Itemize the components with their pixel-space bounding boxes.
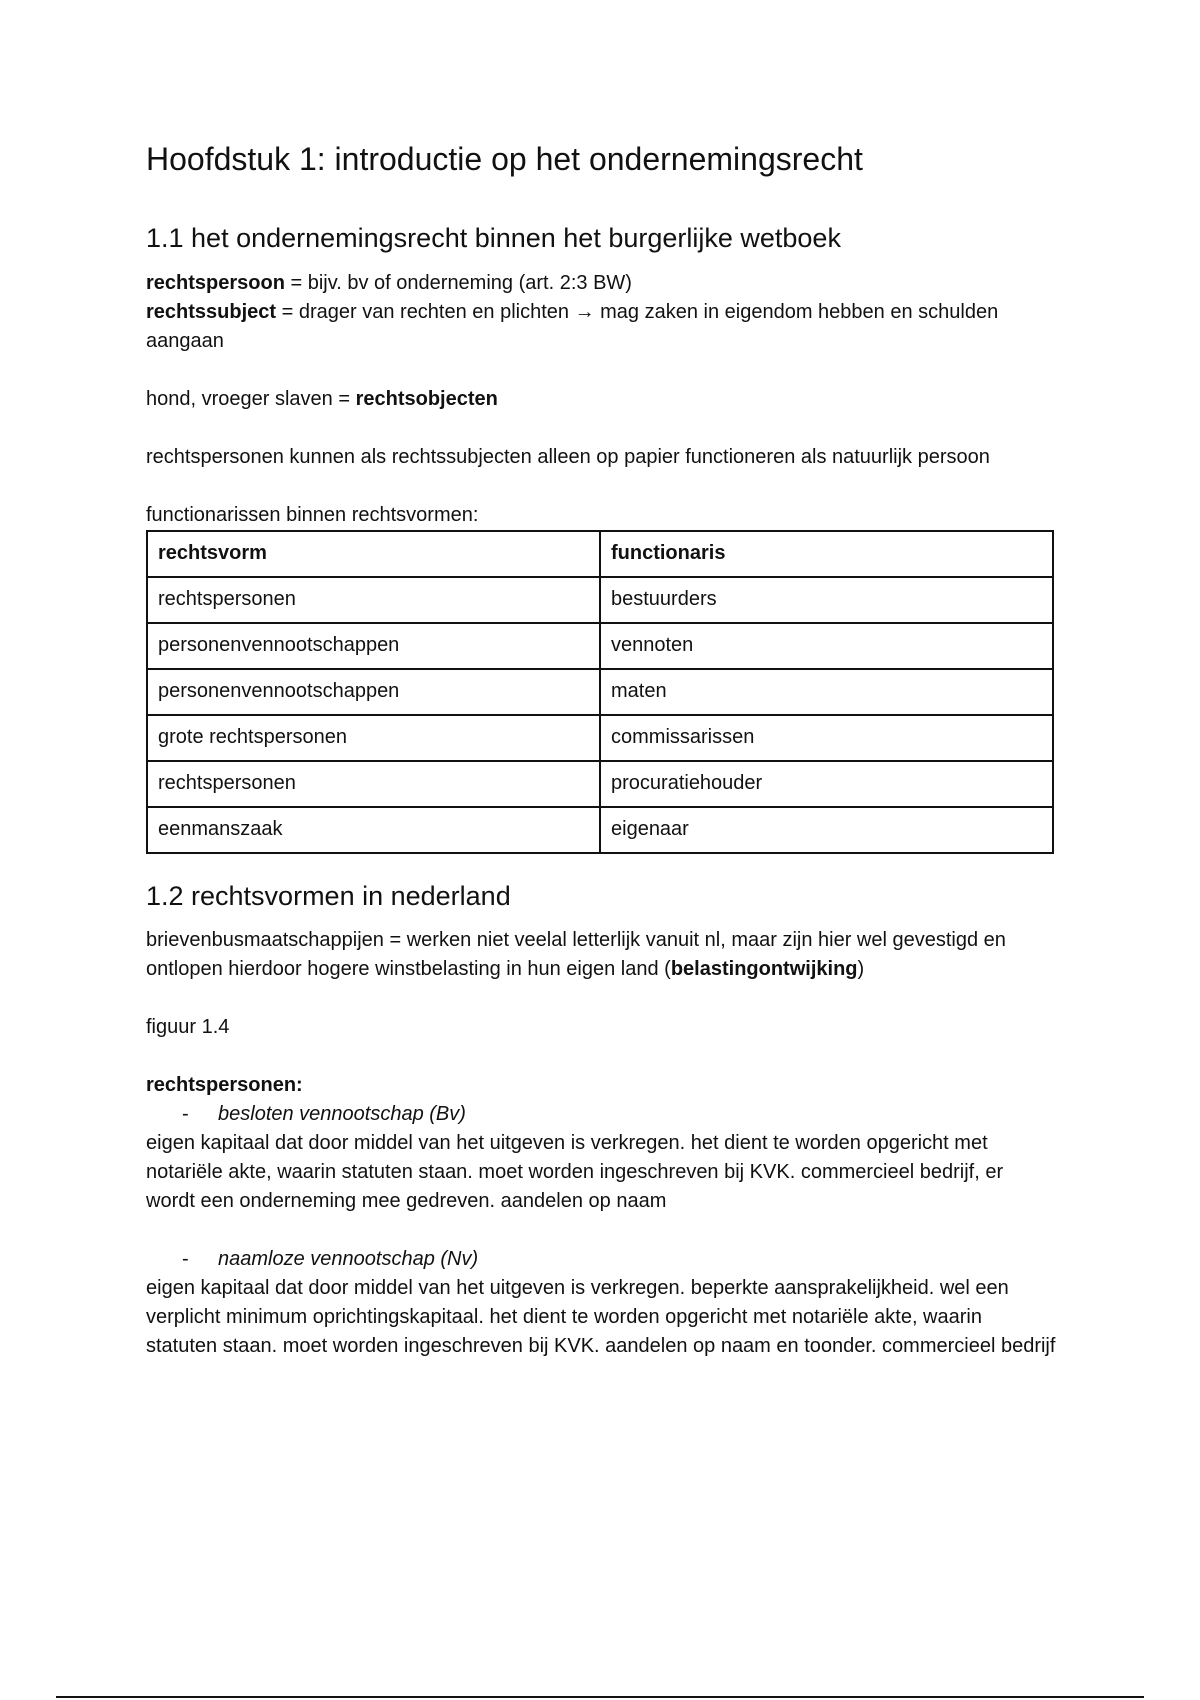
definition-rechtssubject bbox=[146, 298, 1056, 356]
functionaries-table bbox=[146, 530, 1054, 854]
table-cell: personenvennootschappen bbox=[147, 669, 600, 715]
table-cell: bestuurders bbox=[600, 577, 1053, 623]
dash-bullet: - bbox=[182, 1103, 189, 1126]
mailbox-text: brievenbusmaatschappijen = werken niet veelal letterlijk vanuit nl, maar zijn hier wel gevestigd en ontlopen hierdoor hogere winstbelasting in hun eigen land ( bbox=[146, 929, 1006, 981]
table-cell: personenvennootschappen bbox=[147, 623, 600, 669]
table-row bbox=[147, 577, 1053, 623]
table-header-cell: rechtsvorm bbox=[147, 531, 600, 577]
section-heading-1-1: 1.1 het ondernemingsrecht binnen het burgerlijke wetboek bbox=[146, 223, 841, 254]
definition-text-rechtssubject: = drager van rechten en plichten → mag zaken in eigendom hebben en schulden aangaan bbox=[146, 300, 999, 352]
table-row bbox=[147, 761, 1053, 807]
table-caption: functionarissen binnen rechtsvormen: bbox=[146, 503, 479, 526]
list-item bbox=[182, 1245, 1056, 1274]
table-cell: commissarissen bbox=[600, 715, 1053, 761]
document-page bbox=[146, 140, 1056, 1390]
definition-rechtspersoon bbox=[146, 269, 1056, 298]
table-cell: vennoten bbox=[600, 623, 1053, 669]
term-rechtspersoon: rechtspersoon bbox=[146, 271, 285, 294]
mailbox-close: ) bbox=[857, 958, 865, 981]
legal-entities-heading bbox=[146, 1071, 1056, 1100]
dash-bullet: - bbox=[182, 1248, 189, 1271]
table-row bbox=[147, 669, 1053, 715]
mailbox-companies-paragraph bbox=[146, 926, 1056, 984]
table-cell: maten bbox=[600, 669, 1053, 715]
legal-entities-label: rechtspersonen: bbox=[146, 1074, 303, 1097]
table-cell: grote rechtspersonen bbox=[147, 715, 600, 761]
bv-list bbox=[146, 1100, 1056, 1129]
table-cell: rechtspersonen bbox=[147, 577, 600, 623]
bv-item-label: besloten vennootschap (Bv) bbox=[218, 1103, 466, 1126]
definition-text-rechtspersoon: = bijv. bv of onderneming (art. 2:3 BW) bbox=[284, 271, 632, 294]
table-header-row bbox=[147, 531, 1053, 577]
section-heading-1-2: 1.2 rechtsvormen in nederland bbox=[146, 880, 511, 911]
nv-description: eigen kapitaal dat door middel van het uitgeven is verkregen. beperkte aansprakelijkheid. wel een verplicht minimum oprichtingskapitaal. het dient te worden opgericht met notariële akte, waarin statuten staan. moet worden ingeschreven bij KVK. aandelen op naam en toonder. commercieel bedrijf bbox=[146, 1277, 1056, 1358]
table-cell: eenmanszaak bbox=[147, 807, 600, 853]
rechtsobjecten-paragraph bbox=[146, 385, 1056, 414]
table-cell: eigenaar bbox=[600, 807, 1053, 853]
table-cell: rechtspersonen bbox=[147, 761, 600, 807]
term-rechtssubject: rechtssubject bbox=[146, 300, 277, 323]
page-bottom-rule bbox=[56, 1696, 1144, 1698]
term-belastingontwijking: belastingontwijking bbox=[670, 958, 858, 981]
bv-description: eigen kapitaal dat door middel van het uitgeven is verkregen. het dient te worden opgericht met notariële akte, waarin statuten staan. moet worden ingeschreven bij KVK. commercieel bedrijf, er wordt een onderneming mee gedreven. aandelen op naam bbox=[146, 1132, 1004, 1213]
document-title: Hoofdstuk 1: introductie op het ondernemingsrecht bbox=[146, 141, 863, 177]
term-rechtsobjecten: rechtsobjecten bbox=[355, 387, 498, 410]
table-row bbox=[147, 807, 1053, 853]
table-row bbox=[147, 623, 1053, 669]
list-item bbox=[182, 1100, 1056, 1129]
table-cell: procuratiehouder bbox=[600, 761, 1053, 807]
table-row bbox=[147, 715, 1053, 761]
figure-reference: figuur 1.4 bbox=[146, 1016, 230, 1039]
nv-list bbox=[146, 1245, 1056, 1274]
nv-item-label: naamloze vennootschap (Nv) bbox=[218, 1248, 479, 1271]
functioning-paragraph: rechtspersonen kunnen als rechtssubjecten alleen op papier functioneren als natuurlijk persoon bbox=[146, 445, 990, 468]
rechtsobjecten-text: hond, vroeger slaven = bbox=[146, 387, 356, 410]
table-header-cell: functionaris bbox=[600, 531, 1053, 577]
